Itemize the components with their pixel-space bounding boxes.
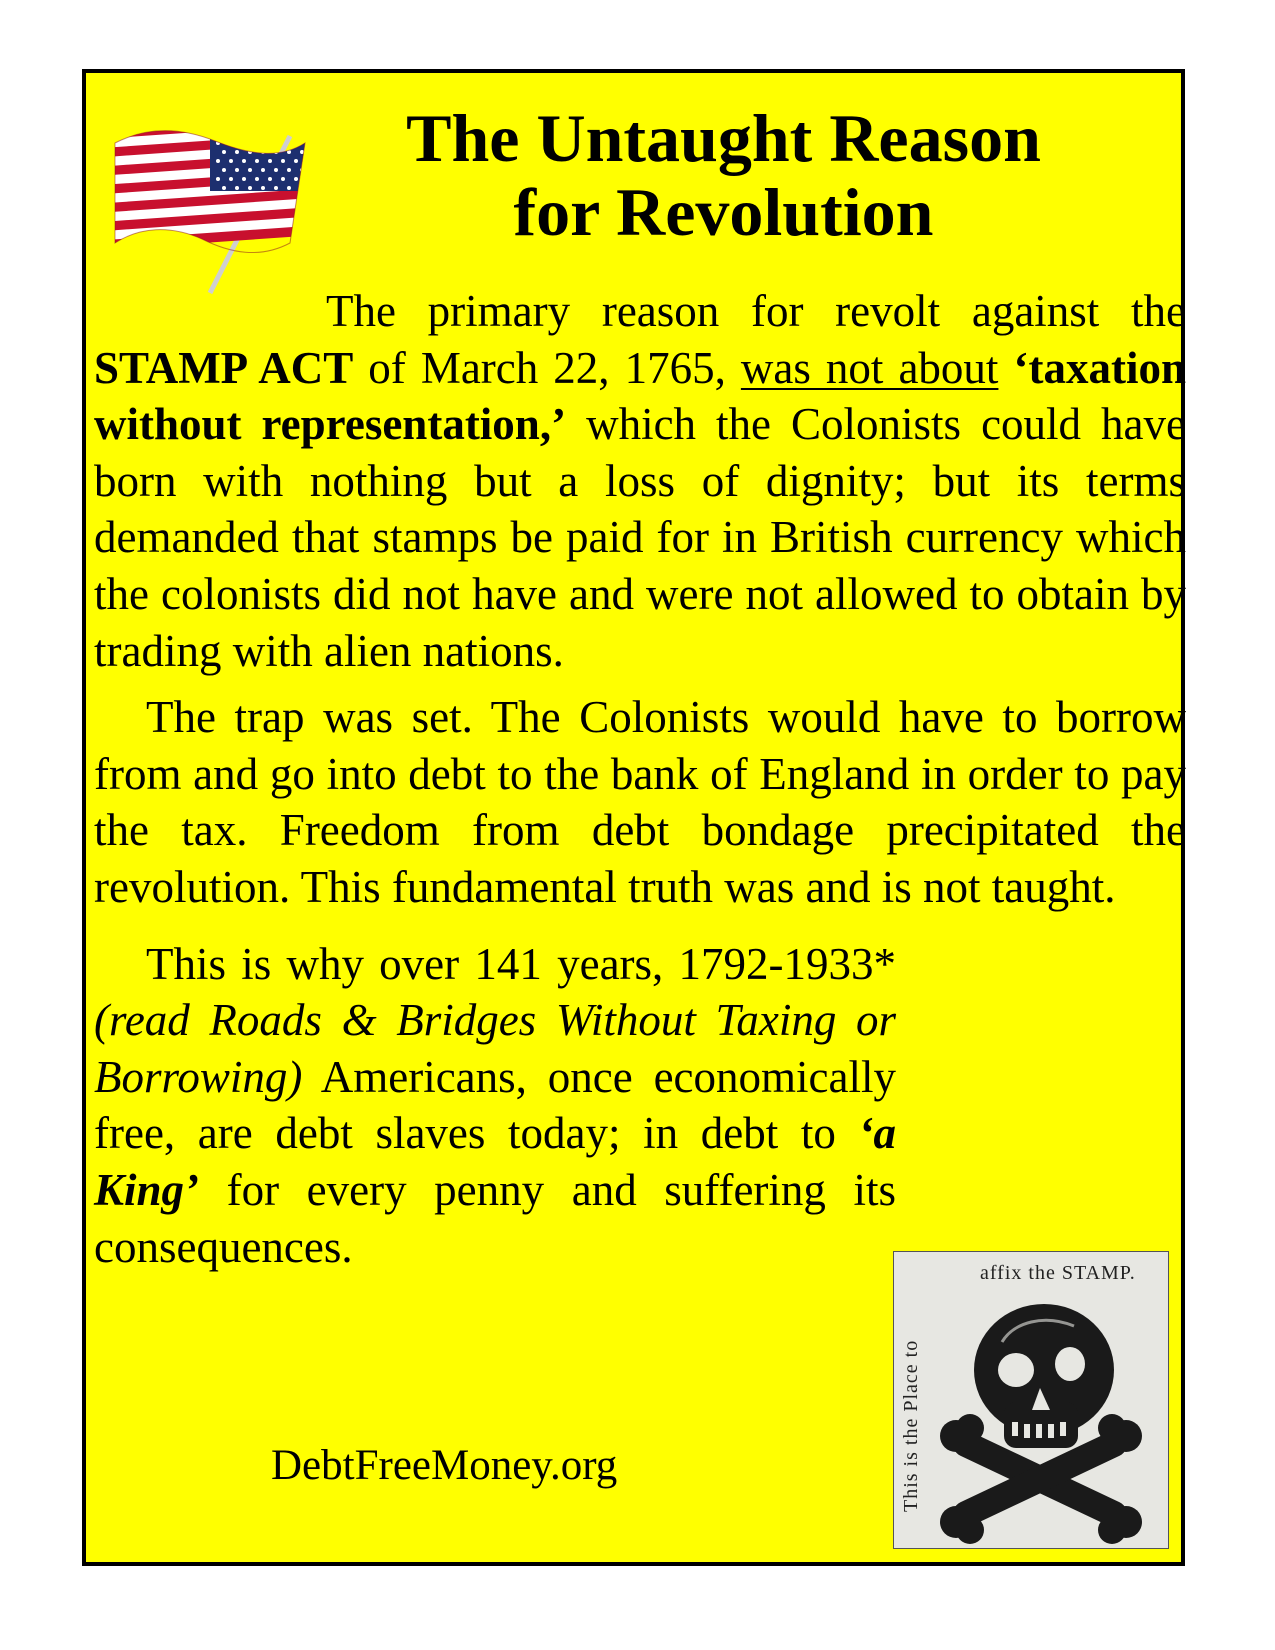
body-text [94,283,1186,1275]
a-king-emphasis: ‘a King’ [94,1108,896,1215]
was-not-about-underline: was not about [740,342,999,393]
title-line-2: for Revolution [513,174,934,250]
title-line-1: The Untaught Reason [406,100,1041,176]
stamp-spacer [896,916,1186,1246]
skull-and-crossbones-icon [894,1252,1167,1547]
poster [82,69,1185,1566]
paragraph-2: The trap was set. The Colonists would have to borrow from and go into debt to the bank of England in order to pay the tax. Freedom from debt bondage precipitated the revolution. This fundamental truth was and is not taught. [94,692,1186,912]
p3-text-1: This is why over 141 years, 1792-1933* [146,938,896,989]
website-label: DebtFreeMoney.org [271,1442,618,1489]
p3-text-3: for every penny and suffering its consequences. [94,1164,896,1272]
p1-text-4: which the Colonists could have born with nothing but a loss of dignity; but its terms demanded that stamps be paid for in British currency which the colonists did not have and were not allowed to obtain by trading with alien nations. [94,399,1186,676]
taxation-quote-emphasis: ‘taxation without representation,’ [94,342,1186,450]
stamp-act-emphasis: STAMP ACT [94,342,354,393]
p1-text-3 [998,343,1013,393]
p3-text-2: Americans, once economically free, are debt slaves today; in debt to [94,1051,896,1159]
p1-text-1: The primary reason for revolt against the [326,286,1186,336]
stamp-side-caption: This is the Place to [900,1339,922,1512]
page-title [276,101,1171,249]
paragraph-1 [94,283,1186,679]
p1-text-2: of March 22, 1765, [353,342,741,393]
book-reference: (read Roads & Bridges Without Taxing or Borrowing) [94,995,896,1102]
stamp-image [893,1251,1169,1549]
stamp-top-caption: affix the STAMP. [980,1262,1136,1284]
